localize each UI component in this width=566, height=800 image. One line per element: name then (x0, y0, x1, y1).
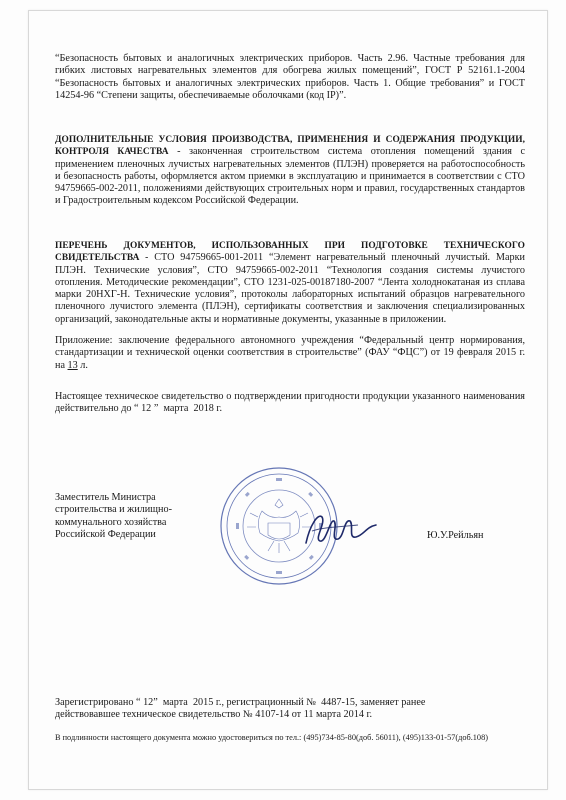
validity-day: “ 12 ” (134, 403, 159, 415)
registration-replaces: , заменяет ранее (355, 697, 426, 708)
validity-text: Настоящее техническое свидетельство о подтверждении пригодности продукции указанного наименования действительно до (55, 391, 525, 415)
paragraph-standards: “Безопасность бытовых и аналогичных электрических приборов. Часть 2.96. Частные требования для гибких листовых нагревательных элементов для обогрева жилых помещений”, ГОСТ Р 52161.1-2004 “Безопасность бытовых и аналогичных электрических приборов. Часть 1. Общие требования” и ГОСТ 14254-96 “Степени защиты, обеспечиваемые оболочками (код IP)”. (55, 53, 525, 101)
registration-label: , регистрационный № (221, 697, 316, 708)
signatory-title-line: Заместитель Министра (55, 492, 156, 503)
registration-line-1 (55, 697, 525, 709)
previous-certificate-number: 4107-14 (255, 709, 290, 721)
previous-certificate-from: от (291, 709, 302, 721)
appendix-day: 19 (443, 347, 454, 359)
registration-prefix: Зарегистрировано (55, 697, 134, 708)
section-heading: ПЕРЕЧЕНЬ ДОКУМЕНТОВ, ИСПОЛЬЗОВАННЫХ ПРИ ПОДГОТОВКЕ ТЕХНИЧЕСКОГО СВИДЕТЕЛЬСТВА - (55, 241, 525, 264)
appendix-month-year: февраля 2015 г. на (55, 347, 526, 371)
signatory-title-line: коммунального хозяйства (55, 516, 167, 528)
registration-line-2 (55, 709, 525, 721)
signatory-title (55, 492, 245, 541)
signatory-title-line: Российской Федерации (55, 528, 156, 540)
section-text: СТО 94759665-001-2011 “Элемент нагревательный пленочный лучистый. Марки ПЛЭН. Технические условия”, СТО 94759665-002-2011 “Технология создания системы лучистого отопления. Методические рекомендации”, СТО 1231-025-00187180-2007 “Лента холоднокатаная из сплава марки 20НХГ-Н. Технические условия”, протоколы лабораторных испытаний образцов нагревательного пленочного лучистого элемента (ПЛЭН), сертификаты соответствия и заключения специализированных организаций, законодательные акты и нормативные документы, указанные в приложении. (55, 252, 525, 325)
section-text: - законченная строительством система отопления помещений здания с применением пленочных лучистых нагревательных элементов (ПЛЭН) проверяется на работоспособность и безопасность работы, оформляется актом приемки в эксплуатацию и принимается в соответствии с СТО 94759665-002-2011, положениями действующих строительных норм и правил, государственных стандартов и Градостроительным кодексом Российской Федерации. (55, 146, 526, 207)
signatory-title-line: строительства и жилищно- (55, 504, 172, 516)
registration-month: марта (162, 697, 188, 708)
previous-certificate-label: действовавшее техническое свидетельство № (55, 709, 253, 721)
registration-year: 2015 г. (192, 697, 222, 708)
appendix-paragraph (55, 335, 525, 372)
registration-number: 4487-15 (321, 697, 356, 708)
section-documents-list (55, 240, 525, 326)
registration-block (55, 697, 525, 722)
verification-footer: В подлинности настоящего документа можно удостовериться по тел.: (495)734-85-80(доб. 56011), (495)133-01-57(доб.108) (55, 733, 488, 742)
registration-day: “ 12” (136, 697, 158, 708)
appendix-pages: 13 (67, 359, 78, 371)
validity-month: марта (163, 403, 189, 415)
validity-year: 2018 г. (193, 403, 222, 415)
validity-paragraph (55, 391, 525, 416)
previous-certificate-date: 11 марта 2014 г. (303, 709, 373, 721)
appendix-text: Приложение: заключение федерального автономного учреждения “Федеральный центр нормирования, стандартизации и технической оценки соответствия в строительстве” (ФАУ “ФЦС”) от (55, 335, 525, 359)
handwritten-signature (300, 505, 380, 550)
signatory-name: Ю.У.Рейльян (427, 530, 484, 541)
appendix-pages-suffix: л. (80, 359, 88, 371)
section-heading: ДОПОЛНИТЕЛЬНЫЕ УСЛОВИЯ ПРОИЗВОДСТВА, ПРИМЕНЕНИЯ И СОДЕРЖАНИЯ ПРОДУКЦИИ, КОНТРОЛЯ КАЧЕСТВА (55, 135, 525, 158)
section-additional-conditions (55, 134, 525, 208)
